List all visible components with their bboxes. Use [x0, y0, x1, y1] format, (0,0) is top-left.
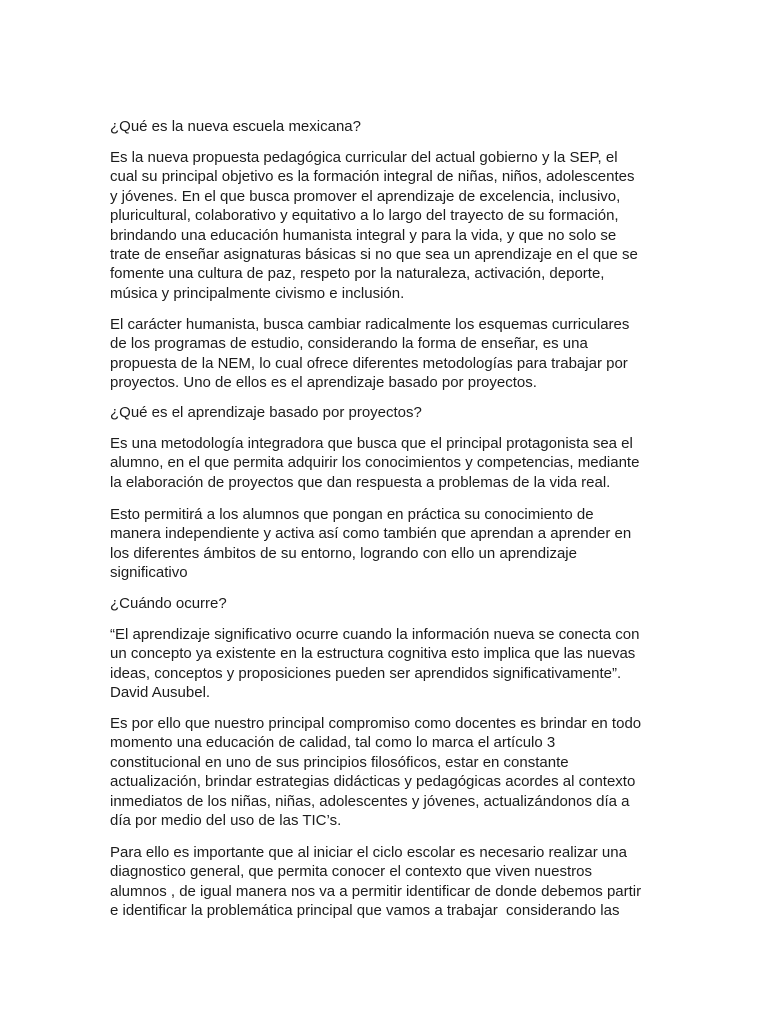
text-line: ¿Qué es el aprendizaje basado por proyectos? — [110, 404, 422, 421]
text-line: y jóvenes. En el que busca promover el aprendizaje de excelencia, inclusivo, — [110, 187, 621, 205]
paragraph-humanist-character — [110, 315, 730, 393]
text-line: propuesta de la NEM, lo cual ofrece diferentes metodologías para trabajar por — [110, 354, 628, 372]
text-line: significativo — [110, 564, 188, 582]
text-line: Esto permitirá a los alumnos que pongan en práctica su conocimiento de — [110, 506, 594, 523]
text-line: alumno, en el que permita adquirir los conocimientos y competencias, mediante — [110, 454, 640, 472]
text-line: constitucional en uno de sus principios filosóficos, estar en constante — [110, 753, 569, 771]
text-line: inmediatos de los niñas, niñas, adolescentes y jóvenes, actualizándonos día a — [110, 792, 630, 810]
text-line: cual su principal objetivo es la formación integral de niñas, niños, adolescentes — [110, 168, 635, 186]
text-line: brindando una educación humanista integral y para la vida, y que no solo se — [110, 226, 617, 244]
paragraph-project-learning-benefits — [110, 505, 730, 583]
text-line: manera independiente y activa así como también que aprendan a aprender en — [110, 525, 632, 543]
text-line: la elaboración de proyectos que dan respuesta a problemas de la vida real. — [110, 473, 611, 491]
heading-question-nem — [110, 117, 730, 136]
paragraph-diagnostic — [110, 843, 730, 921]
text-line: música y principalmente civismo e inclusión. — [110, 284, 405, 302]
heading-question-project-learning — [110, 403, 730, 422]
text-line: alumnos , de igual manera nos va a permitir identificar de donde debemos partir — [110, 882, 642, 900]
paragraph-nem-definition — [110, 148, 730, 303]
text-line: un concepto ya existente en la estructura cognitiva esto implica que las nuevas — [110, 645, 636, 663]
text-line: día por medio del uso de las TIC’s. — [110, 811, 342, 829]
text-line: ¿Qué es la nueva escuela mexicana? — [110, 118, 361, 135]
text-line: ¿Cuándo ocurre? — [110, 595, 227, 612]
text-line: Es una metodología integradora que busca que el principal protagonista sea el — [110, 435, 633, 452]
text-line: e identificar la problemática principal que vamos a trabajar considerando las — [110, 902, 620, 920]
text-line: proyectos. Uno de ellos es el aprendizaje basado por proyectos. — [110, 374, 537, 392]
text-line: ideas, conceptos y proposiciones pueden ser aprendidos significativamente”. — [110, 664, 622, 682]
text-line: diagnostico general, que permita conocer el contexto que viven nuestros — [110, 863, 592, 881]
text-line: “El aprendizaje significativo ocurre cuando la información nueva se conecta con — [110, 626, 640, 643]
text-line: trate de enseñar asignaturas básicas si no que sea un aprendizaje en el que se — [110, 245, 638, 263]
text-line: de los programas de estudio, considerando la forma de enseñar, es una — [110, 335, 588, 353]
heading-question-when — [110, 594, 730, 613]
text-line: David Ausubel. — [110, 684, 211, 702]
text-line: El carácter humanista, busca cambiar radicalmente los esquemas curriculares — [110, 316, 630, 333]
text-line: los diferentes ámbitos de su entorno, logrando con ello un aprendizaje — [110, 544, 577, 562]
text-line: Para ello es importante que al iniciar el ciclo escolar es necesario realizar una — [110, 844, 627, 861]
text-line: Es por ello que nuestro principal compromiso como docentes es brindar en todo — [110, 715, 642, 732]
text-line: actualización, brindar estrategias didácticas y pedagógicas acordes al contexto — [110, 773, 636, 791]
text-line: momento una educación de calidad, tal como lo marca el artículo 3 — [110, 734, 556, 752]
text-line: fomente una cultura de paz, respeto por la naturaleza, activación, deporte, — [110, 265, 605, 283]
text-line: pluricultural, colaborativo y equitativo a lo largo del trayecto de su formación, — [110, 207, 619, 225]
paragraph-teacher-commitment — [110, 714, 730, 830]
text-line: Es la nueva propuesta pedagógica curricular del actual gobierno y la SEP, el — [110, 149, 618, 166]
paragraph-project-learning-definition — [110, 434, 730, 492]
paragraph-ausubel-quote — [110, 625, 730, 703]
